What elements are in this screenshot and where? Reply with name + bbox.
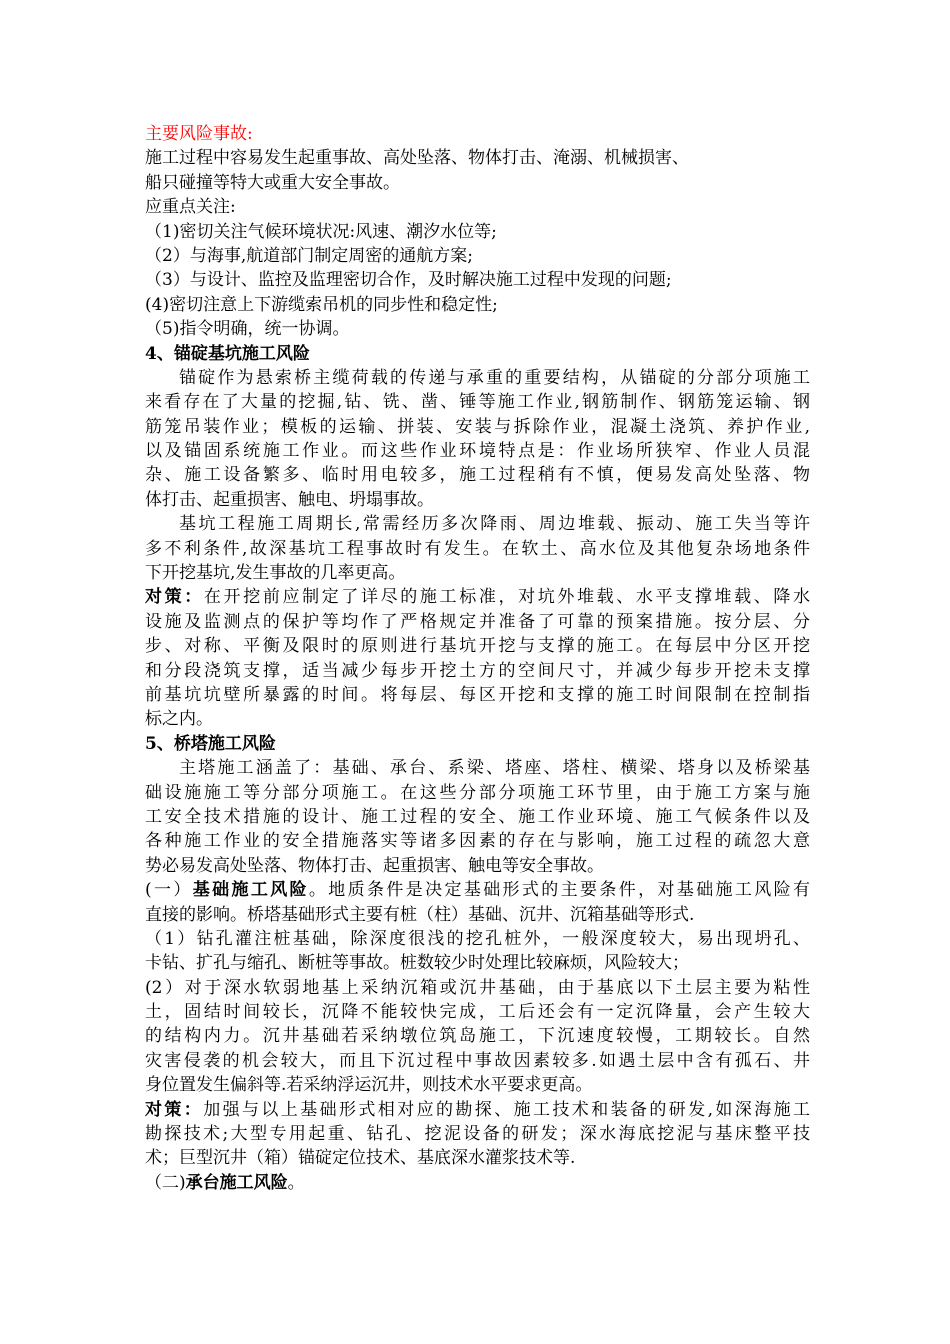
measure-line: 标之内。	[145, 709, 213, 730]
list-item-line: (2）对于深水软弱地基上采纳沉箱或沉井基础，由于基底以下土层主要为粘性	[145, 977, 810, 998]
paragraph-line: 主塔施工涵盖了：基础、承台、系梁、塔座、塔柱、横梁、塔身以及桥梁基	[179, 758, 810, 779]
paragraph-line: 以及锚固系统施工作业。而这些作业环境特点是：作业场所狭窄、作业人员混	[145, 441, 810, 462]
section-5-heading: 5、桥塔施工风险	[145, 733, 276, 754]
list-item-line: （1）钻孔灌注桩基础，除深度很浅的挖孔桩外，一般深度较大，易出现坍孔、	[145, 928, 810, 949]
measure-text: 在开挖前应制定了详尽的施工标准，对坑外堆载、水平支撑堆载、降水	[203, 587, 810, 608]
list-item-line: 土，固结时间较长，沉降不能较快完成，工后还会有一定沉降量，会产生较大	[145, 1002, 810, 1023]
measure-label: 对策：	[145, 587, 204, 608]
paragraph-line: 各种施工作业的安全措施落实等诸多因素的存在与影响，施工过程的疏忽大意	[145, 831, 810, 852]
list-item-line: 身位置发生偏斜等.若采纳浮运沉井，则技术水平要求更高。	[145, 1075, 593, 1096]
paragraph-line: 锚碇作为悬索桥主缆荷载的传递与承重的重要结构，从锚碇的分部分项施工	[179, 367, 810, 388]
subsection-1-line	[145, 878, 810, 902]
paragraph-line: 下开挖基坑,发生事故的几率更高。	[145, 563, 406, 584]
subsection-1-title: 基础施工风险	[192, 880, 309, 901]
list-item-line: 的结构内力。沉井基础若采纳墩位筑岛施工，下沉速度较慢，工期较长。自然	[145, 1026, 810, 1047]
section-4-heading: 4、锚碇基坑施工风险	[145, 343, 310, 364]
measure-line	[145, 585, 810, 609]
document-body	[145, 122, 810, 1195]
paragraph-line: 体打击、起重损害、触电、坍塌事故。	[145, 489, 434, 510]
subsection-prefix: (一）	[145, 880, 193, 901]
risk-title: 主要风险事故:	[145, 124, 253, 144]
paragraph-line: 多不利条件,故深基坑工程事故时有发生。在软土、高水位及其他复杂场地条件	[145, 538, 810, 559]
focus-item: (4)密切注意上下游缆索吊机的同步性和稳定性;	[145, 294, 498, 315]
risk-desc-line: 施工过程中容易发生起重事故、高处坠落、物体打击、淹溺、机械损害、	[145, 148, 689, 169]
risk-desc-line: 船只碰撞等特大或重大安全事故。	[145, 172, 400, 193]
paragraph-line: 来看存在了大量的挖掘,钻、铣、凿、锤等施工作业,钢筋制作、钢筋笼运输、钢	[145, 392, 810, 413]
focus-title: 应重点关注:	[145, 197, 236, 218]
measure-line: 前基坑坑壁所暴露的时间。将每层、每区开挖和支撑的施工时间限制在控制指	[145, 684, 810, 705]
paragraph-line: 筋笼吊装作业；模板的运输、拼装、安装与拆除作业，混凝土浇筑、养护作业,	[145, 416, 810, 437]
focus-item: （1)密切关注气候环境状况:风速、潮汐水位等;	[145, 221, 497, 242]
paragraph-line: 势必易发高处坠落、物体打击、起重损害、触电等安全事故。	[145, 855, 604, 876]
measure-line: 勘探技术;大型专用起重、钻孔、挖泥设备的研发；深水海底挖泥与基床整平技	[145, 1124, 810, 1145]
measure-line: 设施及监测点的保护等均作了严格规定并准备了可靠的预案措施。按分层、分	[145, 611, 810, 632]
measure-line: 术；巨型沉井（箱）锚碇定位技术、基底深水灌浆技术等.	[145, 1148, 576, 1169]
measure-line	[145, 1098, 810, 1122]
paragraph-line: 杂、施工设备繁多、临时用电较多，施工过程稍有不慎，便易发高处坠落、物	[145, 465, 810, 486]
subsection-2-title: 承台施工风险	[185, 1172, 288, 1193]
subsection-prefix: （二)	[145, 1172, 186, 1193]
focus-item: （2）与海事,航道部门制定周密的通航方案;	[145, 245, 473, 266]
subsection-text: 。地质条件是决定基础形式的主要条件，对基础施工风险有	[308, 880, 810, 901]
measure-line: 步、对称、平衡及限时的原则进行基坑开挖与支撑的施工。在每层中分区开挖	[145, 636, 810, 657]
paragraph-line: 工安全技术措施的设计、施工过程的安全、施工作业环境、施工气候条件以及	[145, 806, 810, 827]
focus-item: （3）与设计、监控及监理密切合作，及时解决施工过程中发现的问题;	[145, 270, 672, 291]
list-item-line: 卡钻、扩孔与缩孔、断桩等事故。桩数较少时处理比较麻烦，风险较大；	[145, 953, 689, 974]
paragraph-line: 直接的影响。桥塔基础形式主要有桩（柱）基础、沉井、沉箱基础等形式.	[145, 904, 695, 925]
measure-line: 和分段浇筑支撑，适当减少每步开挖土方的空间尺寸，并减少每步开挖未支撑	[145, 660, 810, 681]
subsection-2-line	[145, 1171, 810, 1195]
paragraph-line: 础设施施工等分部分项施工。在这些分部分项施工环节里，由于施工方案与施	[145, 782, 810, 803]
measure-text: 加强与以上基础形式相对应的勘探、施工技术和装备的研发,如深海施工	[203, 1099, 810, 1120]
focus-item: （5)指令明确，统一协调。	[145, 319, 350, 340]
paragraph-line: 基坑工程施工周期长,常需经历多次降雨、周边堆载、振动、施工失当等许	[179, 514, 810, 535]
subsection-suffix: 。	[287, 1172, 305, 1193]
measure-label: 对策：	[145, 1099, 204, 1120]
list-item-line: 灾害侵袭的机会较大，而且下沉过程中事故因素较多.如遇土层中含有孤石、井	[145, 1050, 810, 1071]
